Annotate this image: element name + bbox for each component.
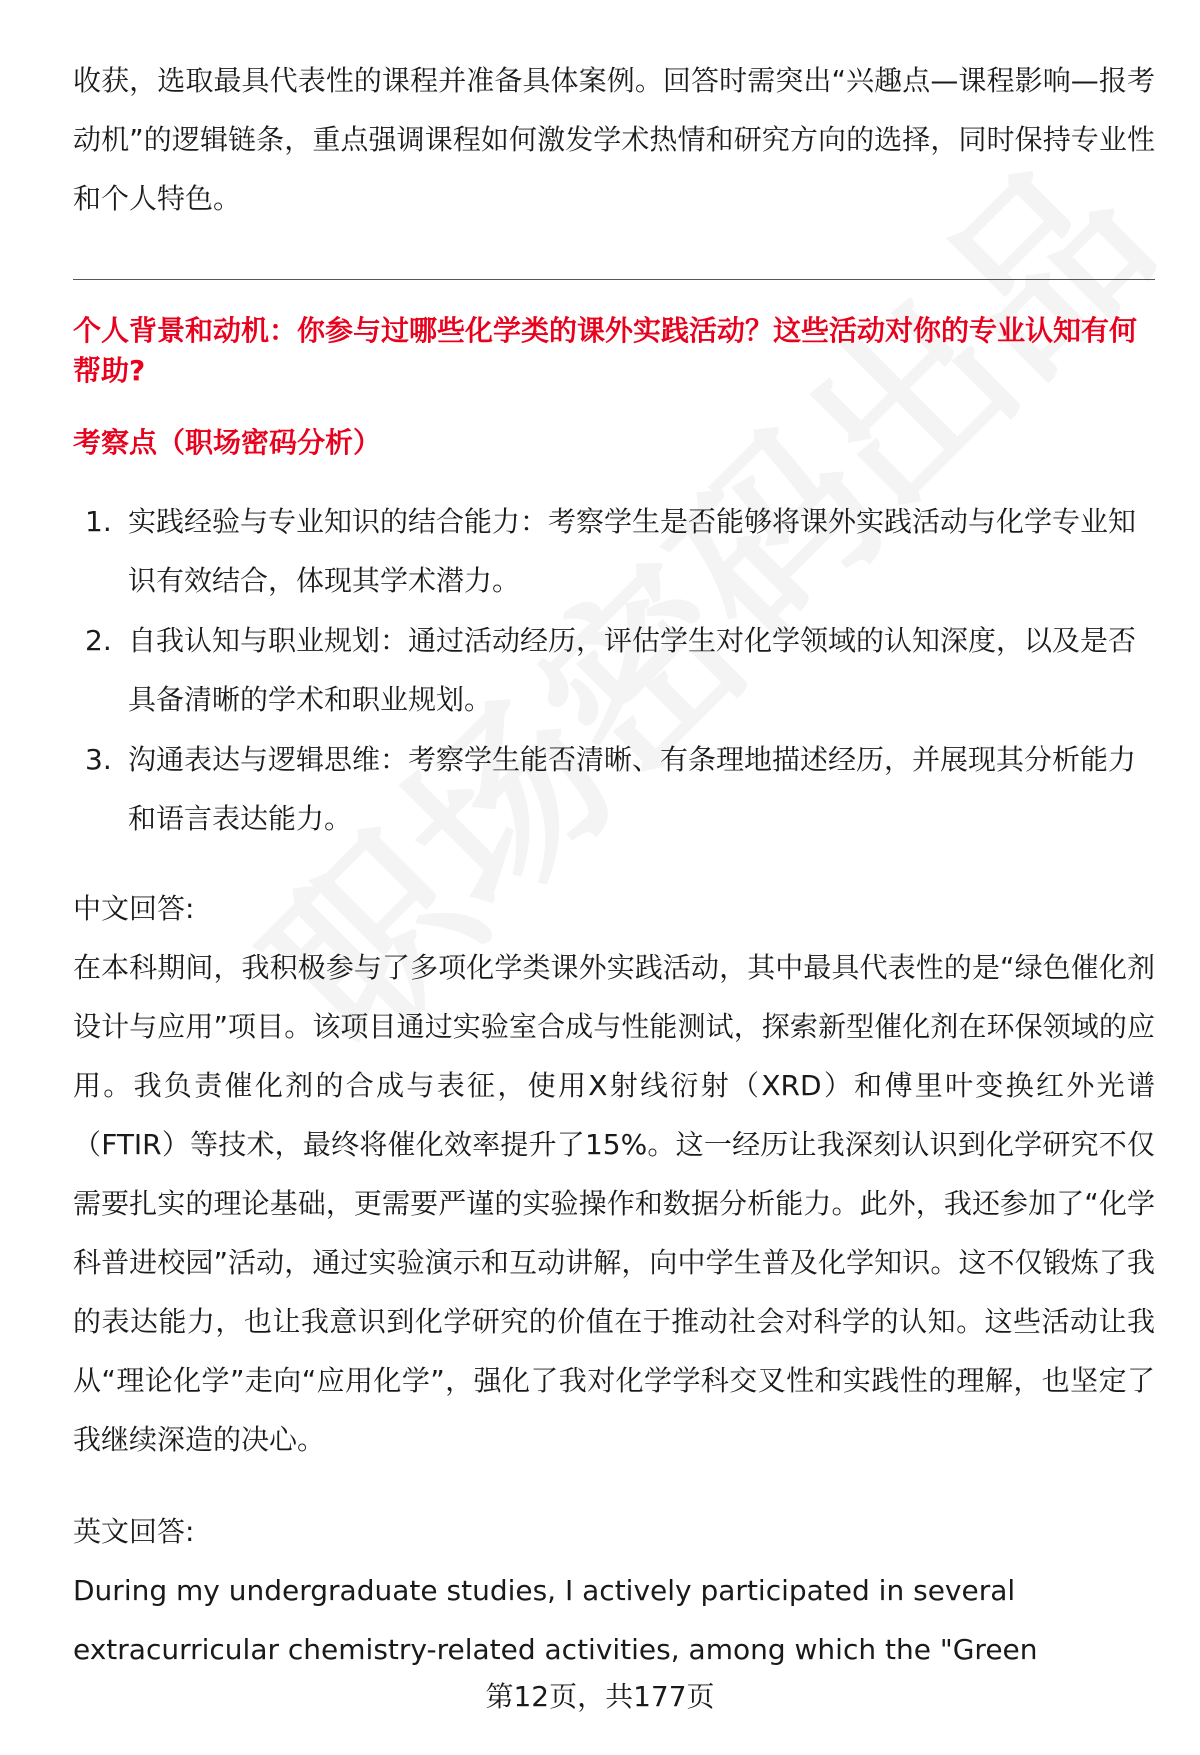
list-item — [73, 492, 1155, 610]
question-heading: 个人背景和动机：你参与过哪些化学类的课外实践活动？这些活动对你的专业认知有何帮助? — [73, 314, 1138, 387]
list-item — [73, 730, 1155, 848]
chinese-answer-paragraph: 在本科期间，我积极参与了多项化学类课外实践活动，其中最具代表性的是“绿色催化剂设计与应用”项目。该项目通过实验室合成与性能测试，探索新型催化剂在环保领域的应用。我负责催化剂的合成与表征，使用X射线衍射（XRD）和傅里叶变换红外光谱（FTIR）等技术，最终将催化效率提升了15%。这一经历让我深刻认识到化学研究不仅需要扎实的理论基础，更需要严谨的实验操作和数据分析能力。此外，我还参加了“化学科普进校园”活动，通过实验演示和互动讲解，向中学生普及化学知识。这不仅锻炼了我的表达能力，也让我意识到化学研究的价值在于推动社会对科学的认知。这些活动让我从“理论化学”走向“应用化学”，强化了我对化学学科交叉性和实践性的理解，也坚定了我继续深造的决心。 — [73, 951, 1155, 1456]
assessment-points-list — [73, 492, 1155, 849]
page-number-footer: 第12页，共177页 — [485, 1680, 715, 1713]
list-item-number: 3. — [85, 743, 112, 776]
section-title: 考察点（职场密码分析） — [73, 426, 382, 459]
english-answer-label: 英文回答: — [73, 1515, 195, 1548]
list-item-text: 实践经验与专业知识的结合能力：考察学生是否能够将课外实践活动与化学专业知识有效结合，体现其学术潜力。 — [128, 505, 1137, 597]
list-item-number: 2. — [85, 624, 112, 657]
chinese-answer-label: 中文回答: — [73, 892, 195, 925]
list-item — [73, 611, 1155, 729]
list-item-text: 自我认知与职业规划：通过活动经历，评估学生对化学领域的认知深度，以及是否具备清晰的学术和职业规划。 — [128, 624, 1137, 716]
document-page — [73, 0, 1155, 1755]
intro-paragraph: 收获，选取最具代表性的课程并准备具体案例。回答时需突出“兴趣点—课程影响—报考动机”的逻辑链条，重点强调课程如何激发学术热情和研究方向的选择，同时保持专业性和个人特色。 — [73, 64, 1155, 215]
english-answer-paragraph: During my undergraduate studies, I actively participated in several extracurricular chemistry-related activities, among which the "Green — [73, 1574, 1038, 1666]
section-divider — [73, 279, 1155, 280]
list-item-text: 沟通表达与逻辑思维：考察学生能否清晰、有条理地描述经历，并展现其分析能力和语言表达能力。 — [128, 743, 1137, 835]
list-item-number: 1. — [85, 505, 112, 538]
